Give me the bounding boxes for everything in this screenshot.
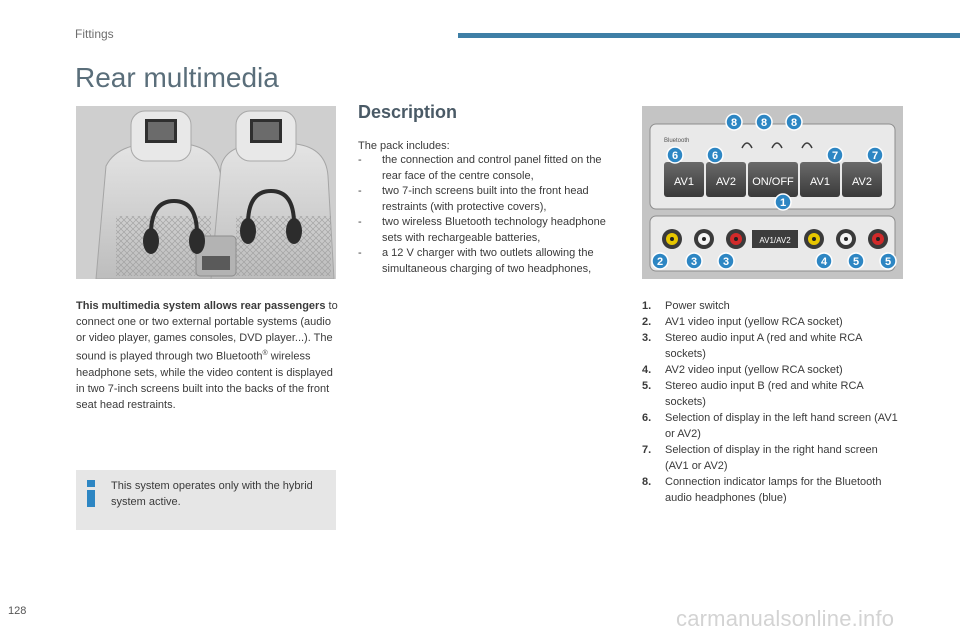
intro-paragraph [76,298,338,413]
bluetooth-brand: Bluetooth [664,138,690,144]
legend-item: 3. Stereo audio input A (red and white RCA sockets) [642,332,862,360]
callout-6: 6 [671,150,679,162]
pack-list [358,153,623,277]
pack-item: - two 7-inch screens built into the front head restraints (with protective covers), [358,185,589,213]
control-panel-illustration [642,106,903,279]
intro-body-2: wireless headphone sets, while the video content is displayed in two 7-inch screens built into the backs of the front seat head restraints. [76,350,333,411]
intro-body-1: to connect one or two external portable systems (audio or video player, games consoles, DVD player...). The sound is played through two Bluetooth [76,300,338,363]
legend-item: 1. Power switch [642,300,730,312]
legend-item: 8. Connection indicator lamps for the Bluetooth audio headphones (blue) [642,476,882,504]
rear-seat-photo [76,106,336,279]
callout-5: 5 [852,256,860,268]
page-number: 128 [8,605,27,617]
callout-6: 6 [711,150,719,162]
pack-item: - a 12 V charger with two outlets allowing the simultaneous charging of two headphones, [358,247,594,275]
callout-5: 5 [884,256,892,268]
legend-item: 7. Selection of display in the right hand screen (AV1 or AV2) [642,444,878,472]
legend-list [642,298,904,506]
section-label: Fittings [75,27,114,41]
legend-item: 4. AV2 video input (yellow RCA socket) [642,364,843,376]
watermark: carmanualsonline.info [676,606,895,631]
page-title: Rear multimedia [75,62,279,93]
callout-3: 3 [722,256,730,268]
button-label: AV1 [810,176,830,188]
control-panel-photo [642,106,903,279]
legend-item: 6. Selection of display in the left hand screen (AV1 or AV2) [642,412,898,440]
legend-item: 5. Stereo audio input B (red and white RCA sockets) [642,380,864,408]
callout-8: 8 [790,117,798,129]
pack-intro: The pack includes: [358,140,450,152]
callout-7: 7 [871,150,879,162]
button-label: AV1 [674,176,694,188]
info-text: This system operates only with the hybrid system active. [111,480,313,508]
rear-seat-illustration [76,106,336,279]
callout-4: 4 [820,256,828,268]
legend-item: 2. AV1 video input (yellow RCA socket) [642,316,843,328]
info-icon [86,480,96,506]
callout-8: 8 [760,117,768,129]
callout-8: 8 [730,117,738,129]
description-heading: Description [358,102,458,122]
intro-lead: This multimedia system allows rear passengers [76,300,326,312]
socket-label: AV1/AV2 [759,236,791,245]
button-label: AV2 [716,176,736,188]
pack-item: - two wireless Bluetooth technology headphone sets with rechargeable batteries, [358,216,606,244]
button-label: AV2 [852,176,872,188]
callout-2: 2 [656,256,664,268]
info-box [76,470,336,530]
header-bar [458,33,960,38]
pack-item: - the connection and control panel fitted on the rear face of the centre console, [358,154,602,182]
button-label: ON/OFF [752,176,794,188]
callout-1: 1 [779,197,787,209]
registered-mark: ® [262,350,268,357]
callout-3: 3 [690,256,698,268]
callout-7: 7 [831,150,839,162]
